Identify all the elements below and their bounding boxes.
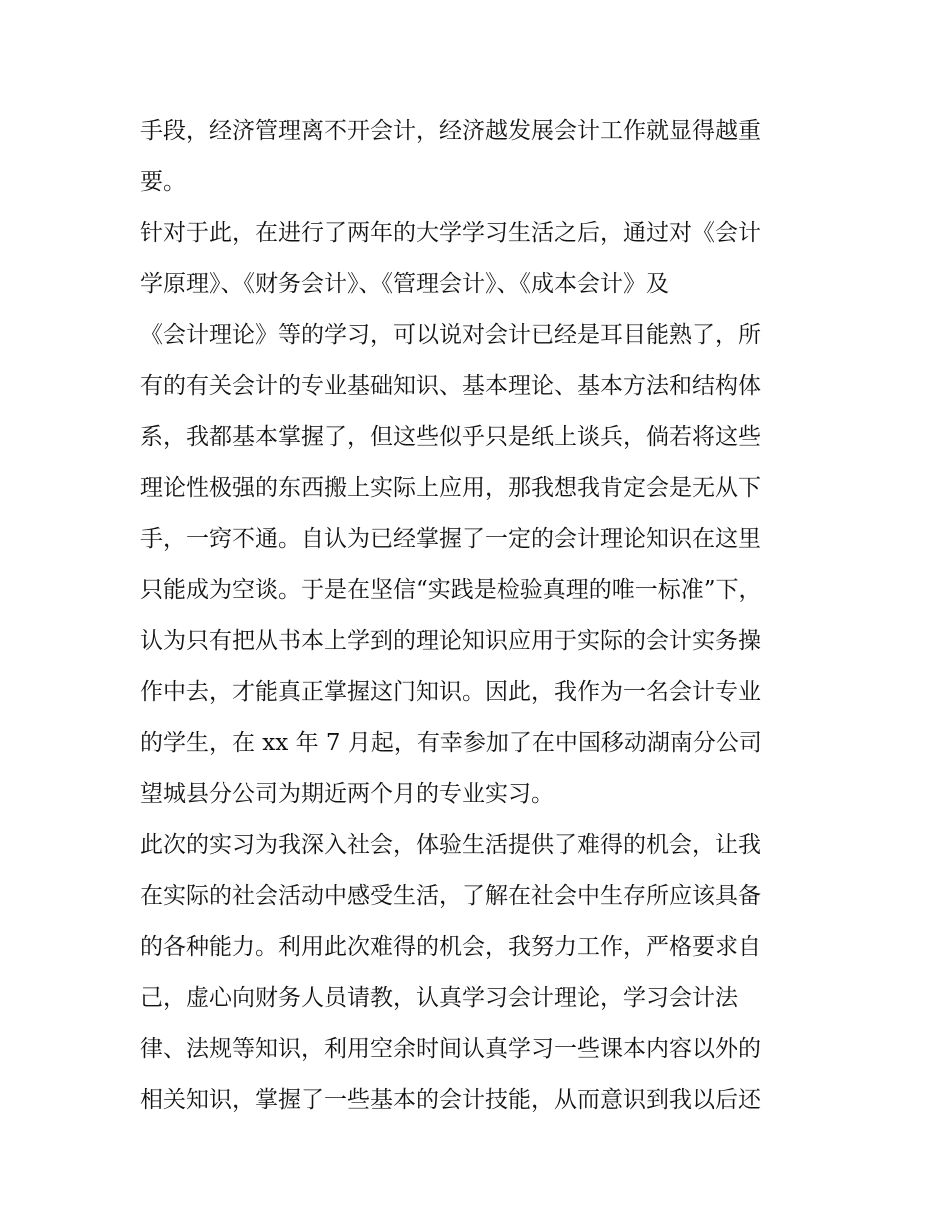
text-line: 系，我都基本掌握了，但这些似乎只是纸上谈兵，倘若将这些 bbox=[140, 424, 761, 450]
body-text bbox=[140, 106, 830, 1126]
text-line: 望城县分公司为期近两个月的专业实习。 bbox=[140, 781, 554, 807]
text-line: 学原理》、《财务会计》、《管理会计》、《成本会计》及 bbox=[140, 271, 669, 297]
text-line: 手段，经济管理离不开会计，经济越发展会计工作就显得越重 bbox=[140, 118, 761, 144]
text-line: 要。 bbox=[140, 169, 186, 195]
text-line: 此次的实习为我深入社会，体验生活提供了难得的机会，让我 bbox=[140, 832, 761, 858]
text-line: 针对于此，在进行了两年的大学学习生活之后，通过对《会计 bbox=[140, 220, 761, 246]
text-line: 理论性极强的东西搬上实际上应用，那我想我肯定会是无从下 bbox=[140, 475, 761, 501]
text-line: 相关知识，掌握了一些基本的会计技能，从而意识到我以后还 bbox=[140, 1087, 761, 1113]
text-line: 的各种能力。利用此次难得的机会，我努力工作，严格要求自 bbox=[140, 934, 761, 960]
text-line: 《会计理论》等的学习，可以说对会计已经是耳目能熟了，所 bbox=[140, 322, 761, 348]
text-line: 律、法规等知识，利用空余时间认真学习一些课本内容以外的 bbox=[140, 1036, 761, 1062]
text-line: 己，虚心向财务人员请教，认真学习会计理论，学习会计法 bbox=[140, 985, 738, 1011]
text-line: 认为只有把从书本上学到的理论知识应用于实际的会计实务操 bbox=[140, 628, 761, 654]
text-line: 在实际的社会活动中感受生活，了解在社会中生存所应该具备 bbox=[140, 883, 761, 909]
text-line: 作中去，才能真正掌握这门知识。因此，我作为一名会计专业 bbox=[140, 679, 761, 705]
text-line: 只能成为空谈。于是在坚信“实践是检验真理的唯一标准”下， bbox=[140, 577, 762, 603]
text-line: 的学生，在 xx 年 7 月起，有幸参加了在中国移动湖南分公司 bbox=[140, 730, 762, 756]
text-line: 有的有关会计的专业基础知识、基本理论、基本方法和结构体 bbox=[140, 373, 761, 399]
text-line: 手，一窍不通。自认为已经掌握了一定的会计理论知识在这里 bbox=[140, 526, 761, 552]
